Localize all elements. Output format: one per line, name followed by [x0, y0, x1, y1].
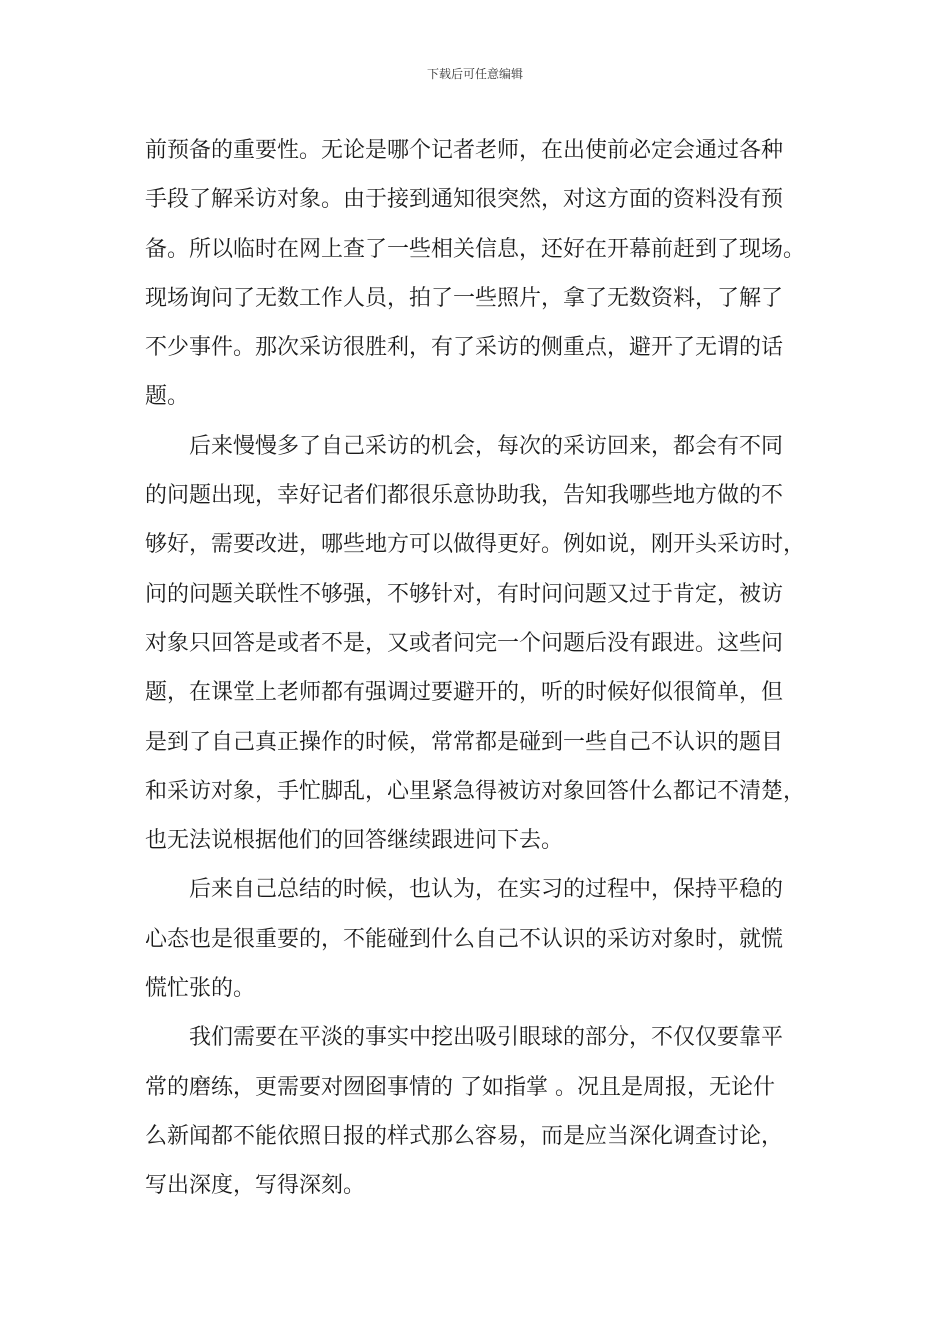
text-line: 和采访对象，手忙脚乱，心里紧急得被访对象回答什么都记不清楚， [145, 778, 806, 804]
text-line: 对象只回答是或者不是，又或者问完一个问题后没有跟进。这些问 [145, 630, 784, 656]
paragraph-first-line: 后来慢慢多了自己采访的机会，每次的采访回来，都会有不同 [189, 433, 784, 459]
paragraph-first-line: 后来自己总结的时候，也认为，在实习的过程中，保持平稳的 [189, 877, 784, 903]
text-line: 也无法说根据他们的回答继续跟进问下去。 [145, 828, 564, 854]
text-line: 不少事件。那次采访很胜利，有了采访的侧重点，避开了无谓的话 [145, 335, 784, 361]
text-line: 前预备的重要性。无论是哪个记者老师，在出使前必定会通过各种 [145, 138, 784, 163]
document-body [145, 126, 815, 1211]
text-line: 的问题出现，幸好记者们都很乐意协助我，告知我哪些地方做的不 [145, 483, 784, 509]
text-line: 常的磨练，更需要对囫囵事情的 了如指掌 。况且是周报，无论什 [145, 1074, 775, 1100]
text-line: 备。所以临时在网上查了一些相关信息，还好在开幕前赶到了现场。 [145, 236, 806, 262]
text-line: 么新闻都不能依照日报的样式那么容易，而是应当深化调查讨论， [145, 1123, 784, 1149]
text-line: 题。 [145, 384, 190, 410]
text-line: 手段了解采访对象。由于接到通知很突然，对这方面的资料没有预 [145, 187, 784, 213]
paragraph-first-line: 我们需要在平淡的事实中挖出吸引眼球的部分，不仅仅要靠平 [189, 1025, 784, 1051]
text-line: 慌忙张的。 [145, 976, 256, 1002]
text-line: 现场询问了无数工作人员，拍了一些照片，拿了无数资料，了解了 [145, 285, 784, 311]
page-header: 下载后可任意编辑 [426, 67, 523, 81]
text-line: 是到了自己真正操作的时候，常常都是碰到一些自己不认识的题目 [145, 729, 784, 755]
text-line: 够好，需要改进，哪些地方可以做得更好。例如说，刚开头采访时， [145, 532, 806, 558]
text-line: 问的问题关联性不够强，不够针对，有时问问题又过于肯定，被访 [145, 581, 784, 607]
text-line: 心态也是很重要的，不能碰到什么自己不认识的采访对象时，就慌 [145, 926, 784, 952]
text-line: 题，在课堂上老师都有强调过要避开的，听的时候好似很简单，但 [145, 680, 784, 706]
text-line: 写出深度，写得深刻。 [145, 1173, 366, 1199]
